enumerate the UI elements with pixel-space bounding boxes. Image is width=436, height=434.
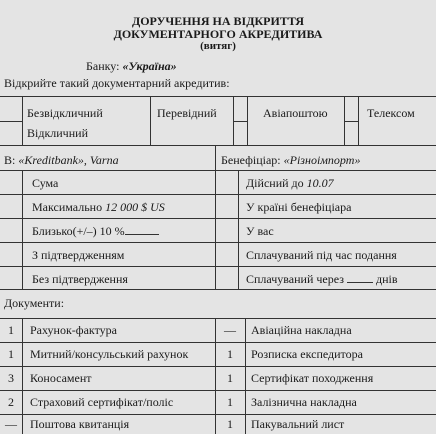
approx-blank [125,234,159,235]
doc-left-count: 2 [8,395,14,409]
payable-after-suffix: днів [375,272,398,286]
credit-telex: Телексом [367,106,415,120]
doc-right-name: Авіаційна накладна [251,323,352,337]
beneficiary-label: Бенефіціар: [221,153,281,167]
row-in-beneficiary-country: У країні бенефіціара [246,200,352,214]
doc-right-count: 1 [227,371,233,385]
doc-right-name: Залізнична накладна [251,395,357,409]
row-valid-until [246,176,334,190]
form-title-line1: ДОРУЧЕННЯ НА ВІДКРИТТЯ [131,14,305,28]
bank-value: «Україна» [122,59,177,73]
doc-right-count: 1 [227,417,233,431]
row-maximum [32,200,165,214]
doc-left-name: Поштова квитанція [30,417,130,431]
payable-after-prefix: Сплачуваний через [246,272,344,286]
credit-revocable: Відкличний [27,126,88,140]
row-payable-after [246,272,398,286]
doc-right-name: Пакувальний лист [251,417,345,431]
documents-label: Документи: [4,296,65,310]
row-amount: Сума [32,176,59,190]
row-confirmed: З підтвердженням [32,248,125,262]
row-payable-on-presentation: Сплачуваний під час подання [246,248,397,262]
bank-line [86,59,177,73]
valid-label: Дійсний до [246,176,304,190]
beneficiary-line [221,153,360,167]
doc-right-count: — [224,323,236,337]
doc-left-name: Митний/консульський рахунок [30,347,189,361]
maximum-value: 12 000 $ US [105,200,165,214]
doc-left-count: 3 [8,371,14,385]
credit-transferable: Перевідний [157,106,217,120]
credit-irrevocable: Безвідкличний [27,106,103,120]
doc-left-count: 1 [8,323,14,337]
row-with-you: У вас [246,224,274,238]
beneficiary-value: «Різноімпорт» [283,153,361,167]
doc-left-count: 1 [8,347,14,361]
approx-label: Близько(+/–) 10 % [32,224,125,238]
doc-right-count: 1 [227,395,233,409]
open-instruction: Відкрийте такий документарний акредитив: [4,76,230,90]
doc-right-name: Сертифікат походження [251,371,374,385]
form-title-line2: ДОКУМЕНТАРНОГО АКРЕДИТИВА [113,27,323,41]
to-label: В: [4,153,16,167]
row-approx [32,224,159,238]
doc-right-count: 1 [227,347,233,361]
valid-value: 10.07 [306,176,334,190]
doc-left-name: Страховий сертифікат/поліс [30,395,174,409]
payable-after-blank [347,282,373,283]
maximum-label: Максимально [32,200,103,214]
doc-left-name: Коносамент [30,371,92,385]
row-unconfirmed: Без підтвердження [32,272,128,286]
form-subtitle: (витяг) [200,40,236,52]
doc-left-name: Рахунок-фактура [30,323,117,337]
bank-label: Банку: [86,59,120,73]
doc-left-count: — [5,417,17,431]
to-line [4,153,119,167]
doc-right-name: Розписка експедитора [251,347,363,361]
credit-airmail: Авіапоштою [263,106,328,120]
to-value: «Kreditbank», Varna [18,153,119,167]
